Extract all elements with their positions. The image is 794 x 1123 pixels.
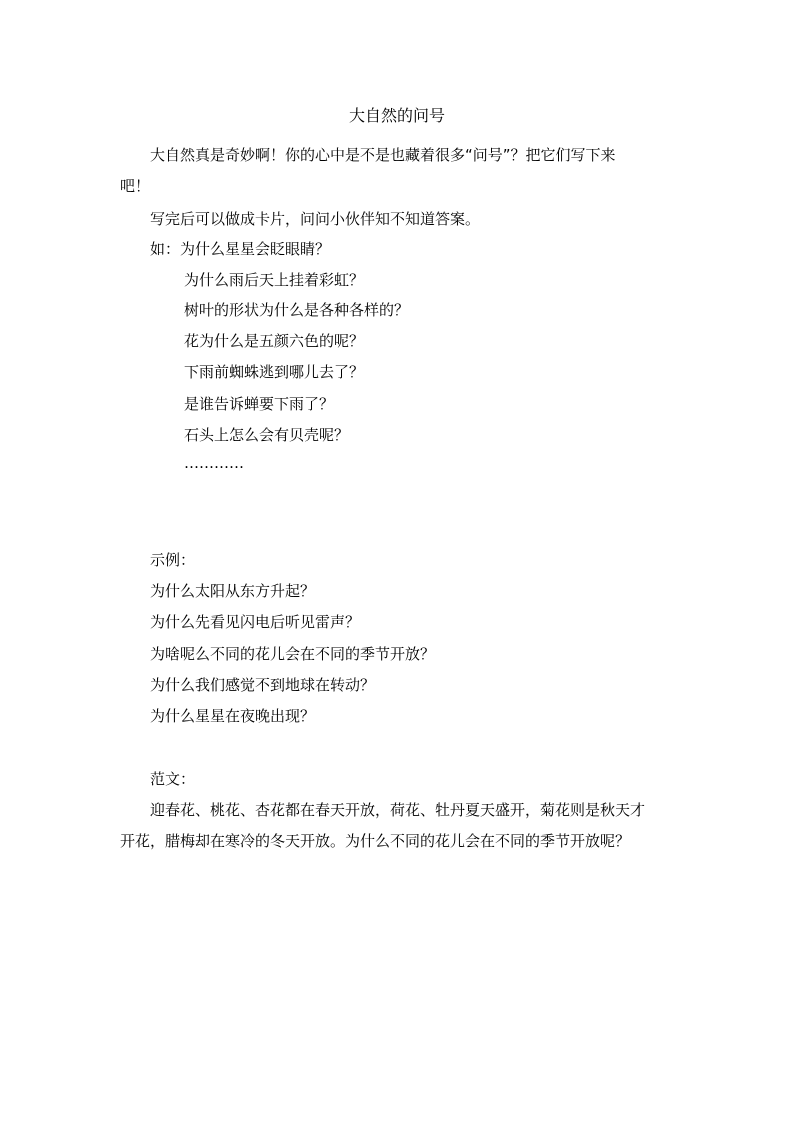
- example-ellipsis: …………: [184, 454, 244, 472]
- example-item: 花为什么是五颜六色的呢？: [184, 332, 365, 350]
- essay-line-2: 开花，腊梅却在寒冷的冬天开放。为什么不同的花儿会在不同的季节开放呢？: [120, 832, 631, 850]
- example-item: 树叶的形状为什么是各种各样的？: [184, 301, 410, 319]
- sample-item: 为什么我们感觉不到地球在转动？: [150, 676, 376, 694]
- example-item: 下雨前蜘蛛逃到哪儿去了？: [184, 363, 365, 381]
- sample-item: 为什么太阳从东方升起？: [150, 582, 316, 600]
- instruction-note: 写完后可以做成卡片，问问小伙伴知不知道答案。: [150, 210, 481, 228]
- example-lead: 如：为什么星星会眨眼睛？: [150, 240, 331, 258]
- example-item: 是谁告诉蝉要下雨了？: [184, 395, 335, 413]
- example-item: 石头上怎么会有贝壳呢？: [184, 426, 350, 444]
- sample-label: 示例：: [150, 551, 196, 569]
- essay-label: 范文：: [150, 770, 196, 788]
- sample-item: 为什么先看见闪电后听见雷声？: [150, 613, 361, 631]
- essay-line-1: 迎春花、桃花、杏花都在春天开放，荷花、牡丹夏天盛开，菊花则是秋天才: [150, 801, 646, 819]
- intro-paragraph-line-2: 吧！: [120, 177, 151, 195]
- page-title: 大自然的问号: [348, 106, 445, 125]
- example-item: 为什么雨后天上挂着彩虹？: [184, 271, 365, 289]
- sample-item: 为啥呢么不同的花儿会在不同的季节开放？: [150, 645, 436, 663]
- sample-item: 为什么星星在夜晚出现？: [150, 707, 316, 725]
- intro-paragraph-line-1: 大自然真是奇妙啊！你的心中是不是也藏着很多“问号”？把它们写下来: [150, 146, 616, 164]
